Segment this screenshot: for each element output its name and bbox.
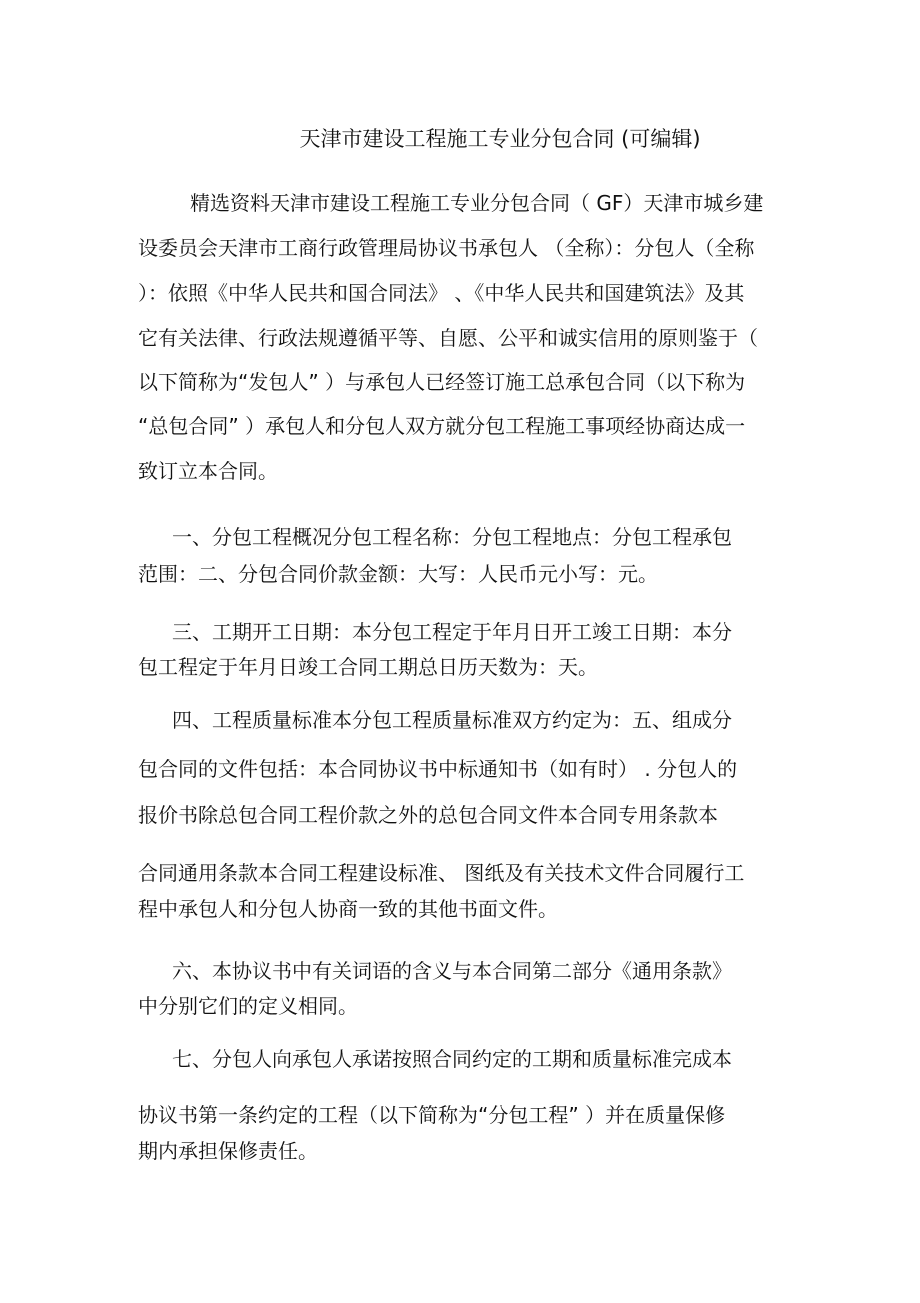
paragraph-1-line-3: ）：依照《中华人民共和国合同法》 、《中华人民共和国建筑法》及其 xyxy=(138,281,745,305)
paragraph-1-line-1: 精选资料天津市建设工程施工专业分包合同（ GF）天津市城乡建 xyxy=(190,191,764,215)
paragraph-6-line-2: 协议书第一条约定的工程（以下简称为“分包工程” ）并在质量保修 xyxy=(138,1103,726,1127)
paragraph-4-line-1: 四、工程质量标准本分包工程质量标准双方约定为：五、组成分 xyxy=(172,708,732,732)
paragraph-1-line-4: 它有关法律、行政法规遵循平等、自愿、公平和诚实信用的原则鉴于（ xyxy=(138,326,758,350)
paragraph-1-line-6: “总包合同” ）承包人和分包人双方就分包工程施工事项经协商达成一 xyxy=(138,414,746,438)
document-title: 天津市建设工程施工专业分包合同 (可编辑) xyxy=(299,127,701,151)
paragraph-1-line-5: 以下简称为“发包人” ）与承包人已经签订施工总承包合同（以下称为 xyxy=(138,370,746,394)
paragraph-4-line-5: 程中承包人和分包人协商一致的其他书面文件。 xyxy=(138,897,558,921)
paragraph-6-line-1: 七、分包人向承包人承诺按照合同约定的工期和质量标准完成本 xyxy=(172,1047,732,1071)
paragraph-3-line-2: 包工程定于年月日竣工合同工期总日历天数为：天。 xyxy=(138,655,598,679)
paragraph-2-line-1: 一、分包工程概况分包工程名称：分包工程地点：分包工程承包 xyxy=(172,525,732,549)
paragraph-1-line-7: 致订立本合同。 xyxy=(138,459,278,483)
paragraph-6-line-3: 期内承担保修责任。 xyxy=(138,1139,318,1163)
paragraph-4-line-3: 报价书除总包合同工程价款之外的总包合同文件本合同专用条款本 xyxy=(138,803,718,827)
paragraph-3-line-1: 三、工期开工日期：本分包工程定于年月日开工竣工日期：本分 xyxy=(172,620,732,644)
paragraph-4-line-4: 合同通用条款本合同工程建设标准、 图纸及有关技术文件合同履行工 xyxy=(138,861,745,885)
paragraph-4-line-2: 包合同的文件包括：本合同协议书中标通知书（如有时） . 分包人的 xyxy=(138,757,738,781)
paragraph-5-line-2: 中分别它们的定义相同。 xyxy=(138,994,358,1018)
paragraph-1-line-2: 设委员会天津市工商行政管理局协议书承包人 （全称）：分包人（全称 xyxy=(138,236,755,260)
paragraph-5-line-1: 六、本协议书中有关词语的含义与本合同第二部分《通用条款》 xyxy=(172,959,732,983)
paragraph-2-line-2: 范围：二、分包合同价款金额：大写：人民币元小写：元。 xyxy=(138,562,658,586)
